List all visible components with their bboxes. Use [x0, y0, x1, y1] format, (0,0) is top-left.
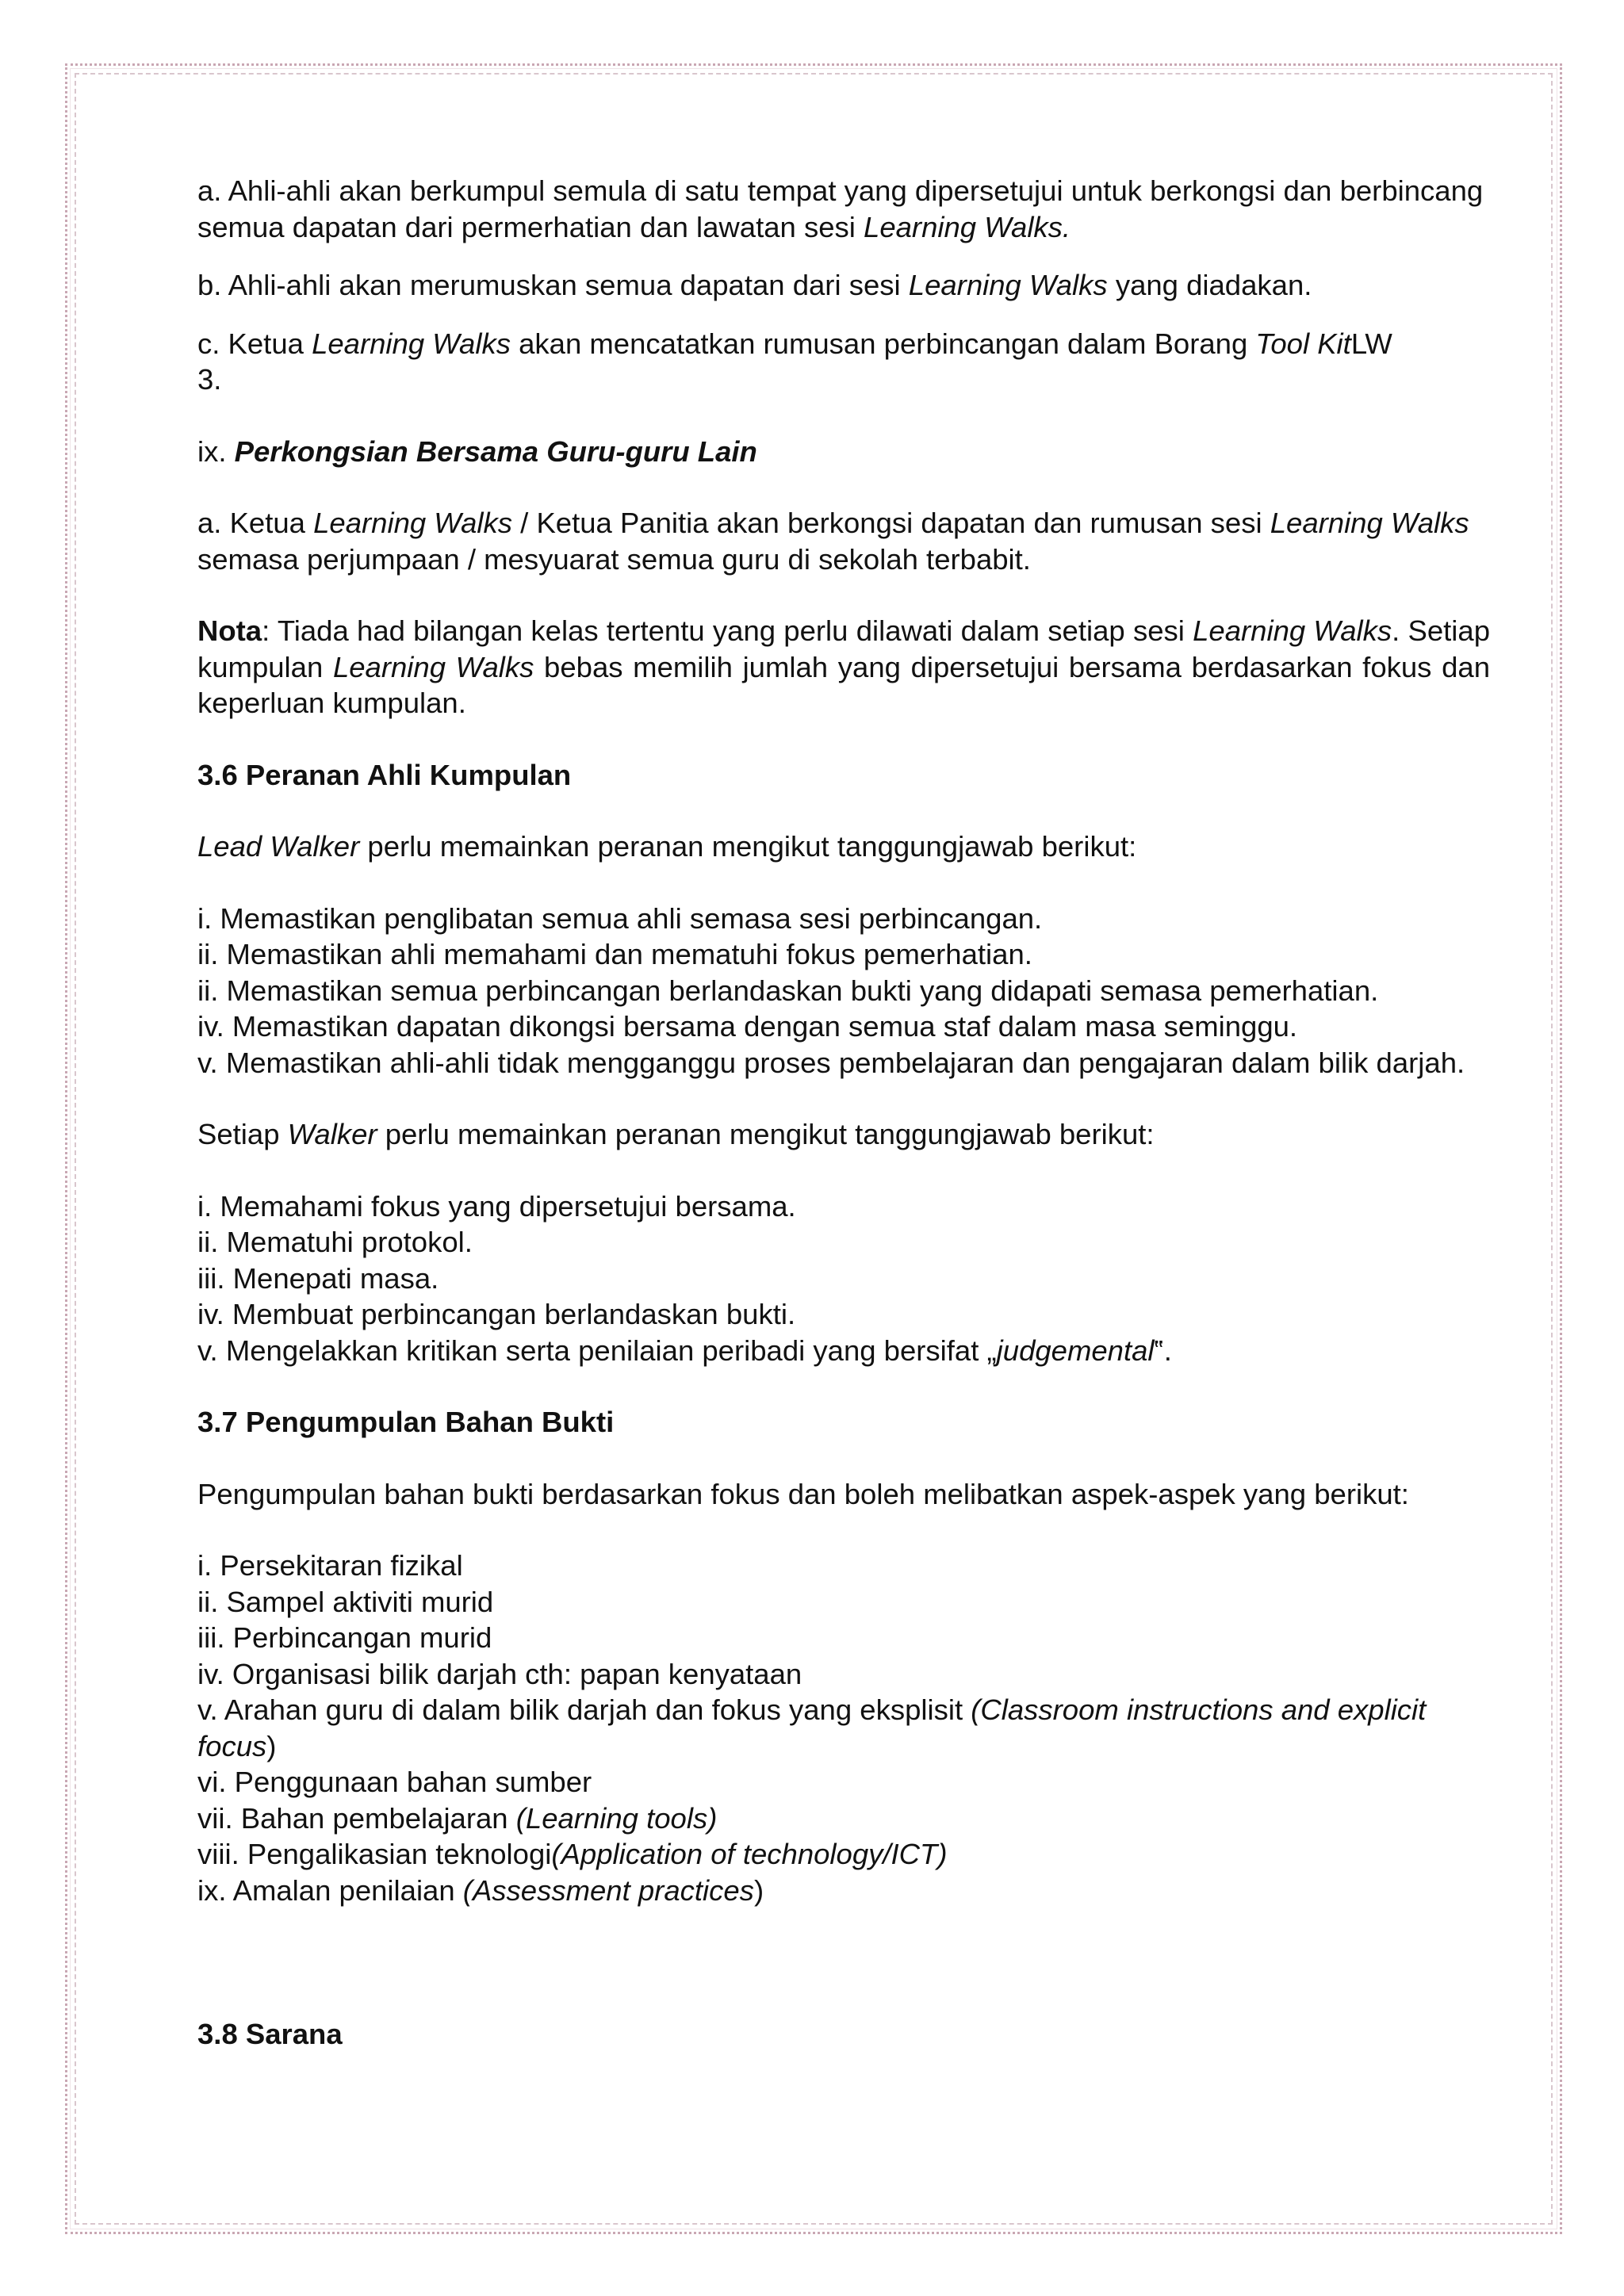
lead-walker-list — [197, 901, 1490, 1081]
document-body — [197, 173, 1490, 2053]
list-item: ii. Sampel aktiviti murid — [197, 1585, 494, 1618]
list-item: viii. Pengalikasian teknologi(Application of technology/ICT) — [197, 1838, 948, 1870]
lead-walker-intro: Lead Walker perlu memainkan peranan mengikut tanggungjawab berikut: — [197, 830, 1137, 863]
list-item: vi. Penggunaan bahan sumber — [197, 1766, 592, 1798]
section-ix-heading: ix. Perkongsian Bersama Guru-guru Lain — [197, 434, 757, 468]
section-3-7-intro: Pengumpulan bahan bukti berdasarkan fokus dan boleh melibatkan aspek-aspek yang berikut: — [197, 1477, 1409, 1510]
paragraph-viii-c: c. Ketua Learning Walks akan mencatatkan rumusan perbincangan dalam Borang Tool KitLW 3. — [197, 327, 1392, 396]
list-item: ii. Memastikan ahli memahami dan mematuhi fokus pemerhatian. — [197, 938, 1032, 970]
section-3-8-heading: 3.8 Sarana — [197, 2018, 343, 2050]
evidence-list — [197, 1548, 1490, 1908]
section-3-6-heading: 3.6 Peranan Ahli Kumpulan — [197, 758, 572, 791]
list-item: iv. Membuat perbincangan berlandaskan bukti. — [197, 1298, 796, 1330]
list-item: v. Mengelakkan kritikan serta penilaian peribadi yang bersifat „judgemental‟. — [197, 1334, 1172, 1367]
paragraph-viii-a: a. Ahli-ahli akan berkumpul semula di satu tempat yang dipersetujui untuk berkongsi dan berbincang semua dapatan dari permerhatian dan lawatan sesi Learning Walks. — [197, 174, 1484, 243]
list-item: ii. Mematuhi protokol. — [197, 1226, 473, 1258]
list-item: v. Memastikan ahli-ahli tidak mengganggu proses pembelajaran dan pengajaran dalam bilik darjah. — [197, 1046, 1465, 1079]
list-item: iii. Menepati masa. — [197, 1261, 439, 1295]
walker-intro: Setiap Walker perlu memainkan peranan mengikut tanggungjawab berikut: — [197, 1118, 1155, 1150]
paragraph-ix-a: a. Ketua Learning Walks / Ketua Panitia akan berkongsi dapatan dan rumusan sesi Learning Walks semasa perjumpaan / mesyuarat semua guru di sekolah terbabit. — [197, 507, 1469, 576]
paragraph-viii-b: b. Ahli-ahli akan merumuskan semua dapatan dari sesi Learning Walks yang diadakan. — [197, 269, 1312, 301]
list-item: v. Arahan guru di dalam bilik darjah dan fokus yang eksplisit (Classroom instructions and explicit focus) — [197, 1693, 1427, 1762]
list-item: vii. Bahan pembelajaran (Learning tools) — [197, 1801, 718, 1835]
section-3-7-heading: 3.7 Pengumpulan Bahan Bukti — [197, 1406, 615, 1438]
list-item: iv. Memastikan dapatan dikongsi bersama dengan semua staf dalam masa seminggu. — [197, 1010, 1298, 1043]
walker-list — [197, 1188, 1490, 1369]
list-item: i. Memahami fokus yang dipersetujui bersama. — [197, 1189, 796, 1223]
list-item: i. Persekitaran fizikal — [197, 1549, 463, 1582]
list-item: ii. Memastikan semua perbincangan berlandaskan bukti yang didapati semasa pemerhatian. — [197, 974, 1379, 1007]
nota-paragraph: Nota: Tiada had bilangan kelas tertentu yang perlu dilawati dalam setiap sesi Learning Walks. Setiap kumpulan Learning Walks bebas memilih jumlah yang dipersetujui bersama berdasarkan fokus dan keperluan kumpulan. — [197, 614, 1491, 719]
list-item: i. Memastikan penglibatan semua ahli semasa sesi perbincangan. — [197, 901, 1043, 935]
list-item: iv. Organisasi bilik darjah cth: papan kenyataan — [197, 1657, 802, 1690]
list-item: ix. Amalan penilaian (Assessment practices) — [197, 1873, 764, 1907]
list-item: iii. Perbincangan murid — [197, 1621, 492, 1654]
